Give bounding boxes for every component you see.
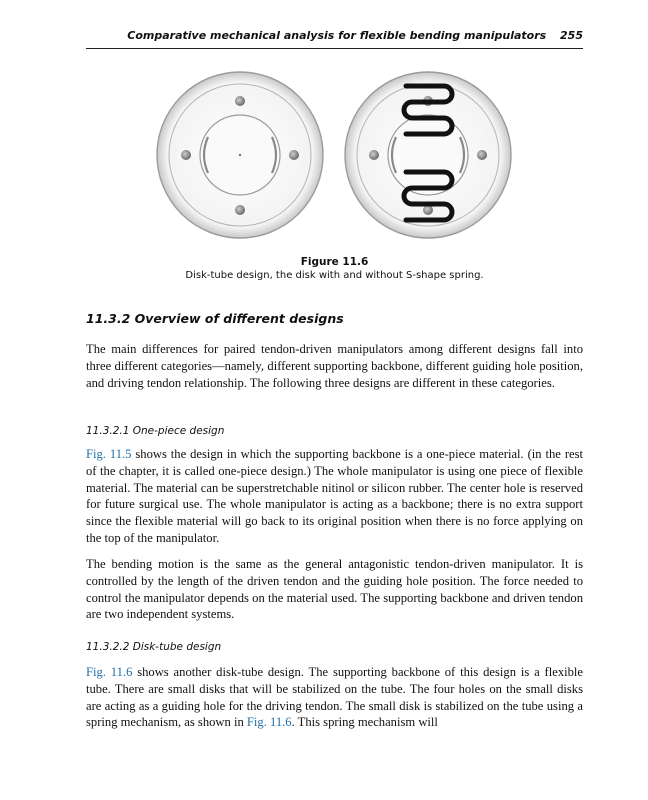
section-intro-paragraph: The main differences for paired tendon-driven manipulators among different designs fall into three different categories—namely, different supporting backbone, different guiding hole position, and driving tendon relationship. The following three designs are different in these categories. (86, 342, 583, 390)
disk-without-spring (157, 72, 323, 238)
section-heading: 11.3.2 Overview of different designs (86, 311, 344, 326)
header-rule (86, 48, 583, 49)
disk-tube-paragraph-1-text-b: . This spring mechanism will (291, 715, 438, 730)
page-number: 255 (560, 29, 583, 42)
one-piece-paragraph-1-text: shows the design in which the supporting backbone is a one-piece material. (in the rest of the chapter, it is called one-piece design.) The whole manipulator is using one piece of flexible material. The material can be superstretchable nitinol or silicon rubber. The center hole is reserved for future surgical use. The whole manipulator is acting as a backbone; there is no extra support since the flexible material will go back to its original position when there is no force applying on the top of the manipulator. (86, 447, 584, 545)
one-piece-paragraph-2: The bending motion is the same as the general antagonistic tendon-driven manipulator. It is controlled by the length of the driven tendon and the guiding hole position. The force needed to control the manipulator depends on the material used. The supporting backbone and driven tendon are two independent systems. (86, 557, 583, 622)
figure-label: Figure 11.6 (300, 256, 369, 268)
subsection-heading-disk-tube: 11.3.2.2 Disk-tube design (86, 641, 222, 653)
disk-tube-paragraph-1 (86, 664, 583, 731)
disk-tube-paragraph-1-text-a: shows another disk-tube design. The supporting backbone of this design is a flexible tube. There are small disks that will be stabilized on the tube. The four holes on the small disks are acting as a guiding hole for the driving tendon. The small disk is stabilized on the tube using a spring mechanism, as shown in (86, 665, 583, 730)
one-piece-paragraph-1 (86, 446, 583, 547)
figure-reference-link[interactable]: Fig. 11.6 (86, 665, 133, 679)
disk-with-spring (345, 72, 511, 238)
figure-caption: Disk-tube design, the disk with and without S-shape spring. (185, 270, 484, 281)
running-head (86, 29, 583, 42)
running-head-title: Comparative mechanical analysis for flexible bending manipulators (127, 29, 547, 42)
figure-reference-link[interactable]: Fig. 11.6 (246, 715, 292, 730)
subsection-heading-one-piece: 11.3.2.1 One-piece design (86, 425, 225, 437)
figure-disk-illustration (86, 60, 583, 250)
figure-reference-link[interactable]: Fig. 11.5 (86, 447, 132, 461)
